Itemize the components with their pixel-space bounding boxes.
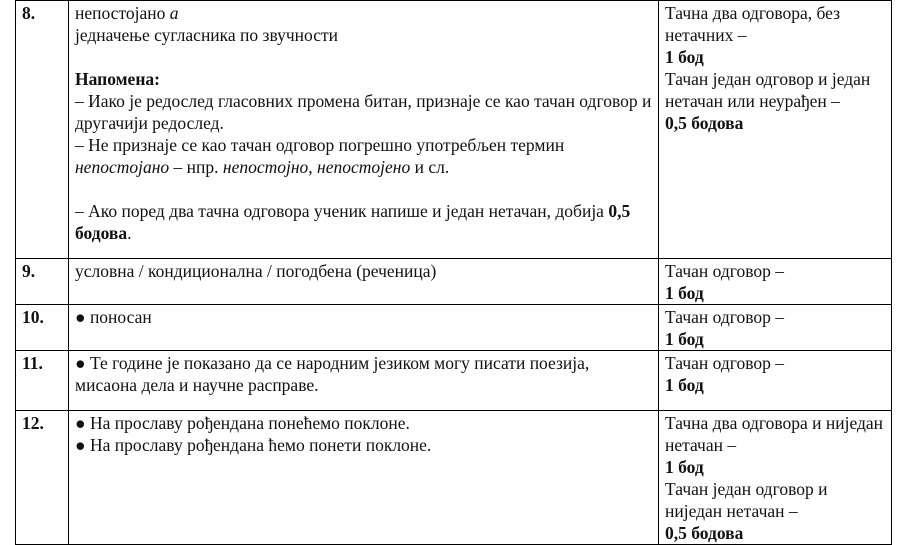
- answer-cell: [69, 1, 659, 259]
- note-part: ,: [308, 157, 318, 177]
- points-value: 1 бод: [665, 457, 704, 477]
- points-criterion: Тачна два одговора, без нетачних –: [665, 3, 841, 45]
- note-part: – нпр.: [169, 157, 223, 177]
- note-heading: Напомена:: [75, 69, 160, 89]
- note-term: непостојно: [222, 157, 309, 177]
- answer-cell: ● поносан: [69, 305, 659, 351]
- answer-cell: ● Те године је показано да се народним језиком могу писати поезија, мисаона дела и научне расправе.: [69, 351, 659, 411]
- answer-key-table: [15, 0, 892, 545]
- points-value: 1 бод: [665, 375, 704, 395]
- question-number: 10.: [16, 305, 69, 351]
- table-row: [16, 305, 892, 351]
- points-criterion: Тачан одговор –: [665, 307, 785, 327]
- table-row: [16, 259, 892, 305]
- points-cell: [659, 411, 892, 545]
- note-term: непостојено: [317, 157, 411, 177]
- points-criterion: Тачан један одговор и један нетачан или неурађен –: [665, 69, 871, 111]
- points-value: 0,5 бодова: [665, 113, 744, 133]
- answer-line: ● На прославу рођендана понећемо поклоне.: [75, 413, 410, 433]
- points-cell: [659, 351, 892, 411]
- answer-italic-vowel: а: [169, 3, 179, 23]
- points-criterion: Тачан одговор –: [665, 353, 785, 373]
- points-criterion: Тачан један одговор и ниједан нетачан –: [665, 479, 828, 521]
- answer-cell: условна / кондиционална / погодбена (реченица): [69, 259, 659, 305]
- answer-cell: [69, 411, 659, 545]
- answer-line: [75, 2, 652, 24]
- points-value: 1 бод: [665, 283, 704, 303]
- note-part: – Не признаје се као тачан одговор погрешно употребљен термин: [75, 135, 565, 155]
- points-value: 1 бод: [665, 47, 704, 67]
- note-text: [75, 134, 652, 178]
- note-points: 0,5 бодова: [75, 201, 631, 243]
- answer-line: једначење сугласника по звучности: [75, 25, 339, 45]
- table-row: [16, 351, 892, 411]
- question-number: 8.: [16, 1, 69, 259]
- points-criterion: Тачан одговор –: [665, 261, 785, 281]
- points-cell: [659, 259, 892, 305]
- points-cell: [659, 1, 892, 259]
- table-row: [16, 1, 892, 259]
- note-part: – Ако поред два тачна одговора ученик напише и један нетачан, добија: [75, 201, 609, 221]
- question-number: 9.: [16, 259, 69, 305]
- note-part: и сл.: [410, 157, 450, 177]
- points-value: 0,5 бодова: [665, 523, 744, 543]
- note-text: – Иако је редослед гласовних промена битан, признаје се као тачан одговор и другачији редослед.: [75, 91, 652, 133]
- note-text: [75, 200, 652, 244]
- question-number: 11.: [16, 351, 69, 411]
- answer-line: ● На прославу рођендана ћемо понети поклоне.: [75, 435, 432, 455]
- note-part: .: [127, 223, 132, 243]
- points-value: 1 бод: [665, 329, 704, 349]
- question-number: 12.: [16, 411, 69, 545]
- note-term: непостојано: [75, 157, 170, 177]
- points-criterion: Тачна два одговора и ниједан нетачан –: [665, 413, 884, 455]
- answer-text: непостојано: [75, 3, 170, 23]
- table-row: [16, 411, 892, 545]
- points-cell: [659, 305, 892, 351]
